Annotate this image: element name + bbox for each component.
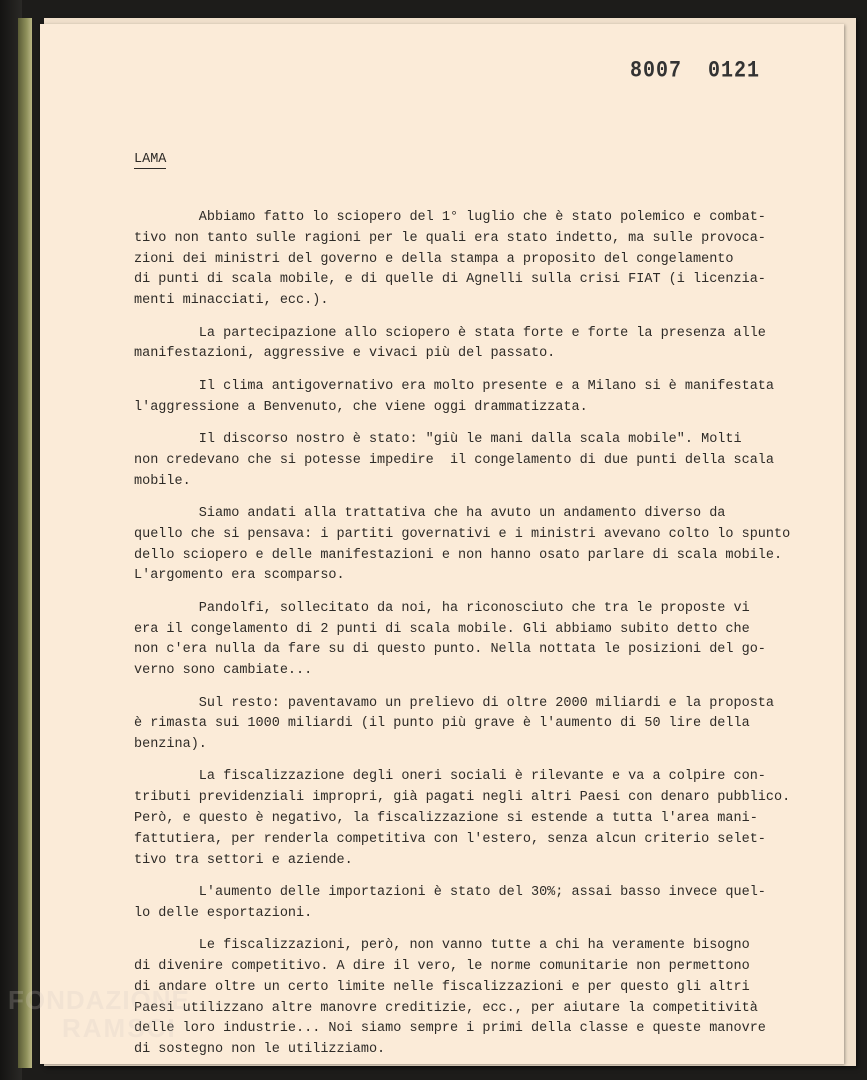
- document-body: [134, 208, 791, 1073]
- text-line: l'aggressione a Benvenuto, che viene oggi drammatizzata.: [134, 399, 588, 415]
- document-heading: LAMA: [134, 152, 167, 167]
- text-line: L'argomento era scomparso.: [134, 568, 345, 584]
- text-line: è rimasta sui 1000 miliardi (il punto più grave è l'aumento di 50 lire della: [134, 716, 750, 732]
- paragraph-4: [134, 430, 784, 492]
- text-line: non c'era nulla da fare su di questo punto. Nella nottata le posizioni del go-: [134, 642, 766, 658]
- paragraph-5: [134, 504, 791, 587]
- paragraph-10: [134, 936, 784, 1061]
- text-line: zioni dei ministri del governo e della stampa a proposito del congelamento: [134, 251, 734, 267]
- binder-edge: [18, 18, 32, 1068]
- text-line: Le fiscalizzazioni, però, non vanno tutte a chi ha veramente bisogno: [134, 938, 750, 954]
- text-line: manifestazioni, aggressive e vivaci più del passato.: [134, 346, 556, 362]
- paragraph-7: [134, 694, 784, 756]
- paragraph-1: [134, 208, 784, 312]
- text-line: La partecipazione allo sciopero è stata forte e forte la presenza alle: [134, 325, 766, 341]
- watermark-line-1: FONDAZIONE: [8, 985, 190, 1015]
- paragraph-2: [134, 324, 784, 366]
- text-line: Siamo andati alla trattativa che ha avuto un andamento diverso da: [134, 505, 726, 521]
- text-line: di sostegno non le utilizziamo.: [134, 1042, 386, 1058]
- text-line: benzina).: [134, 737, 207, 753]
- text-line: di punti di scala mobile, e di quelle di Agnelli sulla crisi FIAT (i licenzia-: [134, 272, 766, 288]
- text-line: Il discorso nostro è stato: "giù le mani dalla scala mobile". Molti: [134, 431, 742, 447]
- watermark-line-2: RAMSCI: [62, 1013, 177, 1043]
- text-line: Pandolfi, sollecitato da noi, ha riconosciuto che tra le proposte vi: [134, 600, 750, 616]
- text-line: di andare oltre un certo limite nelle fiscalizzazioni e per questo gli altri: [134, 979, 750, 995]
- text-line: di divenire competitivo. A dire il vero, le norme comunitarie non permettono: [134, 959, 750, 975]
- text-line: verno sono cambiate...: [134, 663, 313, 679]
- text-line: tivo non tanto sulle ragioni per le quali era stato indetto, ma sulle provoca-: [134, 230, 766, 246]
- paragraph-8: [134, 767, 791, 871]
- text-line: menti minacciati, ecc.).: [134, 293, 329, 309]
- paragraph-9: [134, 883, 784, 925]
- text-line: mobile.: [134, 473, 191, 489]
- text-line: era il congelamento di 2 punti di scala mobile. Gli abbiamo subito detto che: [134, 621, 750, 637]
- paragraph-6: [134, 599, 784, 682]
- text-line: fattutiera, per renderla competitiva con l'estero, senza alcun criterio selet-: [134, 831, 766, 847]
- paragraph-3: [134, 377, 784, 419]
- text-line: delle loro industrie... Noi siamo sempre i primi della classe e queste manovre: [134, 1021, 766, 1037]
- text-line: Però, e questo è negativo, la fiscalizzazione si estende a tutta l'area mani-: [134, 811, 758, 827]
- text-line: Paesi utilizzano altre manovre creditizie, ecc., per aiutare la competitività: [134, 1000, 758, 1016]
- archive-stamp-number: 8007 0121: [630, 58, 761, 85]
- text-line: quello che si pensava: i partiti governativi e i ministri avevano colto lo spunto: [134, 526, 791, 542]
- text-line: tivo tra settori e aziende.: [134, 852, 353, 868]
- text-line: Il clima antigovernativo era molto presente e a Milano si è manifestata: [134, 378, 775, 394]
- text-line: Abbiamo fatto lo sciopero del 1° luglio che è stato polemico e combat-: [134, 210, 766, 225]
- text-line: tributi previdenziali impropri, già pagati negli altri Paesi con denaro pubblico.: [134, 790, 791, 806]
- text-line: Sul resto: paventavamo un prelievo di oltre 2000 miliardi e la proposta: [134, 695, 775, 711]
- text-line: La fiscalizzazione degli oneri sociali è rilevante e va a colpire con-: [134, 769, 766, 785]
- text-line: lo delle esportazioni.: [134, 905, 313, 921]
- fondazione-gramsci-watermark: [8, 986, 190, 1042]
- text-line: non credevano che si potesse impedire il congelamento di due punti della scala: [134, 452, 775, 468]
- text-line: dello sciopero e delle manifestazioni e non hanno osato parlare di scala mobile.: [134, 547, 783, 563]
- text-line: L'aumento delle importazioni è stato del 30%; assai basso invece quel-: [134, 885, 766, 901]
